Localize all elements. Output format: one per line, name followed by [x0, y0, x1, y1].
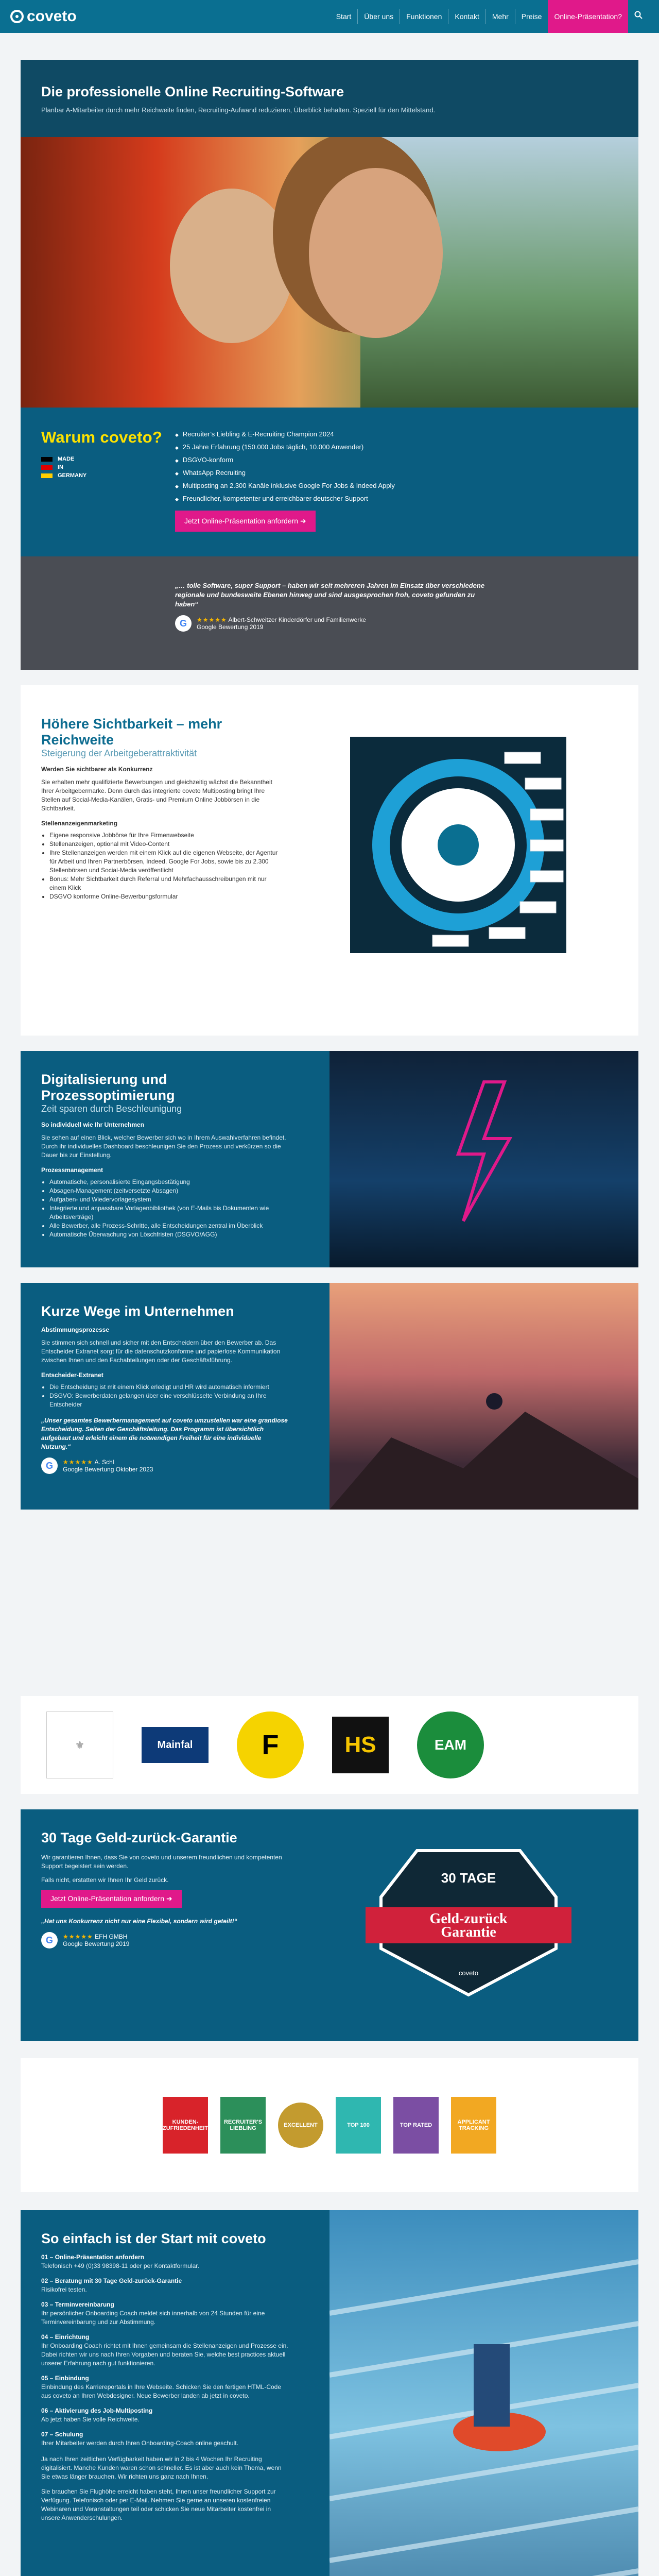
review-source: Google Bewertung 2019: [197, 623, 264, 631]
why-item: ◆ Multiposting an 2.300 Kanäle inklusive Google For Jobs & Indeed Apply: [175, 480, 395, 493]
customer-logo-eam: EAM: [417, 1711, 484, 1778]
multiposting-graphic: [350, 737, 566, 953]
short-list: [49, 1383, 288, 1409]
award-badge: APPLICANT TRACKING: [451, 2097, 496, 2154]
visibility-list: [49, 831, 283, 901]
brand-logo[interactable]: [10, 8, 77, 25]
google-icon: G: [175, 615, 192, 632]
why-feature-list: [175, 428, 395, 532]
list-item: • DSGVO: Bewerberdaten gelangen über eine verschlüsselte Verbindung an Ihre Entscheider: [49, 1392, 288, 1409]
start-steps: [41, 2253, 288, 2448]
guarantee-section: [21, 1809, 638, 2041]
step-text: Risikofrei testen.: [41, 2286, 87, 2293]
list-item: • Eigene responsive Jobbörse für Ihre Firmenwebseite: [49, 831, 283, 840]
customer-logo-mainfal: Mainfal: [142, 1727, 209, 1763]
start-step: [41, 2277, 288, 2294]
digital-subtitle: Zeit sparen durch Beschleunigung: [41, 1104, 182, 1114]
customer-logo-hs: HS: [332, 1717, 389, 1773]
hero-person-left: [170, 189, 293, 343]
list-item: • Stellenanzeigen, optional mit Video-Content: [49, 840, 283, 849]
brand-name: coveto: [27, 8, 77, 25]
hero-subtitle: Planbar A-Mitarbeiter durch mehr Reichweite finden, Recruiting-Aufwand reduzieren, Überblick behalten. Speziell für den Mittelstand.: [41, 106, 436, 114]
request-presentation-button[interactable]: Jetzt Online-Präsentation anfordern ➜: [41, 1890, 182, 1908]
hero-header: [21, 60, 638, 137]
getting-started-section: [21, 2210, 638, 2576]
start-step: [41, 2430, 288, 2448]
top-navigation: [0, 0, 659, 33]
digital-lead: Sie sehen auf einen Blick, welcher Bewerber sich wo in Ihrem Auswahlverfahren befindet. Durch ihr individuelles Dashboard beschleunigen Sie den Prozess und verkürzen so die Dauer bis zur Einstellung.: [41, 1134, 286, 1159]
visibility-title: Höhere Sichtbarkeit – mehr Reichweite: [41, 716, 222, 748]
review-source: Google Bewertung Oktober 2023: [63, 1466, 153, 1473]
start-step: [41, 2333, 288, 2368]
list-item: • Die Entscheidung ist mit einem Klick erledigt und HR wird automatisch informiert: [49, 1383, 288, 1392]
step-heading: 01 – Online-Präsentation anfordern: [41, 2253, 145, 2261]
badge-brand: coveto: [458, 1969, 479, 1977]
visibility-section: [21, 685, 638, 1036]
neon-lightning-image: [330, 1051, 638, 1267]
in-label: IN: [58, 464, 63, 470]
step-heading: 07 – Schulung: [41, 2431, 83, 2438]
guarantee-badge: [360, 1840, 577, 2005]
step-text: Ihrer Mitarbeiter werden durch Ihren Onboarding-Coach online geschult.: [41, 2439, 238, 2447]
testimonial-text: „… tolle Software, super Support – haben wir seit mehreren Jahren im Einsatz über verschiedene regionale und bundesweite Ebenen hinweg und sind ausgesprochen froh, coveto gefunden zu haben“: [175, 582, 485, 608]
digital-title: Digitalisierung und Prozessoptimierung: [41, 1072, 175, 1103]
customer-logo-f: F: [237, 1711, 304, 1778]
testimonial-band: [21, 556, 638, 670]
badge-days: 30 TAGE: [441, 1870, 496, 1886]
step-heading: 04 – Einrichtung: [41, 2333, 90, 2341]
step-text: Einbindung des Karriereportals in Ihre Webseite. Schicken Sie den fertigen HTML-Code aus coveto an Ihren Webdesigner. Neue Bewerber landen ab jetzt in coveto.: [41, 2383, 282, 2399]
short-testimonial: „Unser gesamtes Bewerbermanagement auf coveto umzustellen war eine grandiose Entscheidung. Seiten der Geschäftsleitung. Das Programm ist übersichtlich aufgebaut und erleicht einem die notwendigen Freiheit für eine individuelle Nutzung.“: [41, 1417, 288, 1450]
start-step: [41, 2374, 288, 2400]
hero-image: [21, 137, 638, 408]
digital-list: [49, 1178, 288, 1239]
step-heading: 06 – Aktivierung des Job-Multiposting: [41, 2407, 153, 2414]
short-sub-heading: Entscheider-Extranet: [41, 1371, 103, 1379]
review-source: Google Bewertung 2019: [63, 1940, 130, 1947]
award-badge: TOP 100: [336, 2097, 381, 2154]
list-item: • DSGVO konforme Online-Bewerbungsformular: [49, 892, 283, 901]
google-icon: G: [41, 1458, 58, 1474]
mountain-success-image: [330, 1283, 638, 1510]
menu-item-contact[interactable]: Kontakt: [455, 12, 479, 21]
hero-person-right: [309, 168, 443, 338]
menu-item-more[interactable]: Mehr: [492, 12, 509, 21]
germany-label: GERMANY: [58, 472, 87, 479]
made-label: MADE: [58, 456, 75, 462]
short-paths-section: [21, 1283, 638, 1510]
badge-title: Geld-zurück Garantie: [429, 1911, 508, 1940]
start-title: So einfach ist der Start mit coveto: [41, 2231, 266, 2246]
google-review-badge: [41, 1932, 299, 1948]
customer-logos: [21, 1696, 638, 1794]
review-author: Albert-Schweitzer Kinderdörfer und Familienwerke: [228, 616, 366, 623]
menu-item-start[interactable]: Start: [336, 12, 352, 21]
review-author: EFH GMBH: [95, 1933, 128, 1940]
short-lead: Sie stimmen sich schnell und sicher mit den Entscheidern über den Bewerber ab. Das Entscheider Extranet sorgt für die datenschutzkonforme und papierlose Kommunikation zwischen Ihnen und den Fachabteilungen oder der Geschäftsführung.: [41, 1339, 281, 1364]
step-heading: 02 – Beratung mit 30 Tage Geld-zurück-Garantie: [41, 2277, 182, 2284]
online-presentation-button[interactable]: Online-Präsentation?: [548, 0, 628, 33]
review-author: A. Schl: [94, 1459, 114, 1466]
why-item: ◆ 25 Jahre Erfahrung (150.000 Jobs täglich, 10.000 Anwender): [175, 441, 395, 454]
list-item: • Bonus: Mehr Sichtbarkeit durch Referral und Mehrfachausschreibungen mit nur einem Klick: [49, 875, 283, 892]
visibility-lead: Sie erhalten mehr qualifizierte Bewerbungen und gleichzeitig wächst die Bekanntheit Ihrer Arbeitgebermarke. Denn durch das integrierte coveto Multiposting bringt Ihre Stellen auf Social-Media-Kanälen, Gratis- und Premium Online Jobbörsen in die Sichtbarkeit.: [41, 778, 272, 812]
award-badge: KUNDEN-ZUFRIEDENHEIT: [163, 2097, 208, 2154]
coveto-logo-icon: [10, 10, 24, 23]
guarantee-text-2: Falls nicht, erstatten wir Ihnen Ihr Geld zurück.: [41, 1876, 169, 1884]
award-badge: RECRUITER'S LIEBLING: [220, 2097, 266, 2154]
why-item: ◆ DSGVO-konform: [175, 454, 395, 467]
flag-red-icon: [41, 465, 53, 470]
digital-lead-heading: So individuell wie Ihr Unternehmen: [41, 1121, 145, 1128]
list-item: • Aufgaben- und Wiedervorlagesystem: [49, 1195, 288, 1204]
step-heading: 05 – Einbindung: [41, 2375, 89, 2382]
main-menu: [330, 0, 649, 33]
step-text: Ihr persönlicher Onboarding Coach meldet sich innerhalb von 24 Stunden für eine Terminvereinbarung und zur Abstimmung.: [41, 2310, 265, 2326]
hero-title: Die professionelle Online Recruiting-Software: [41, 84, 344, 99]
list-item: • Integrierte und anpassbare Vorlagenbibliothek (von E-Mails bis Dokumenten wie Arbeitsverträge): [49, 1204, 288, 1222]
digital-sub-heading: Prozessmanagement: [41, 1166, 103, 1174]
guarantee-testimonial: „Hat uns Konkurrenz nicht nur eine Flexibel, sondern wird geteilt!“: [41, 1918, 237, 1925]
step-heading: 03 – Terminvereinbarung: [41, 2301, 114, 2308]
step-text: Telefonisch +49 (0)33 98398-11 oder per Kontaktformular.: [41, 2262, 199, 2269]
visibility-lead-heading: Werden Sie sichtbarer als Konkurrenz: [41, 766, 153, 773]
award-badge: EXCELLENT: [278, 2103, 323, 2148]
google-review-badge: [175, 615, 638, 632]
list-item: • Automatische Überwachung von Löschfristen (DSGVO/AGG): [49, 1230, 288, 1239]
list-item: • Automatische, personalisierte Eingangsbestätigung: [49, 1178, 288, 1187]
menu-item-about[interactable]: Über uns: [364, 12, 394, 21]
rating-stars: ★★★★★: [197, 616, 227, 623]
visibility-subtitle: Steigerung der Arbeitgeberattraktivität: [41, 748, 197, 758]
start-step: [41, 2253, 288, 2270]
why-title: Warum coveto?: [41, 428, 163, 446]
list-item: • Ihre Stellenanzeigen werden mit einem Klick auf die eigenen Webseite, der Agentur für Arbeit und Ihren Partnerbörsen, Indeed, Google For Jobs, sowie bis zu 2.300 Stellenbörsen und Social-Media veröffentlicht: [49, 849, 283, 875]
guarantee-text: Wir garantieren Ihnen, dass Sie von coveto und unserem freundlichen und kompetenten Support begeistert sein werden.: [41, 1854, 282, 1870]
flag-black-icon: [41, 457, 53, 462]
stairs-runner-image: [330, 2210, 638, 2576]
start-step: [41, 2300, 288, 2327]
short-lead-heading: Abstimmungsprozesse: [41, 1326, 110, 1333]
start-step: [41, 2406, 288, 2424]
menu-item-pricing[interactable]: Preise: [521, 12, 542, 21]
visibility-sub-heading: Stellenanzeigenmarketing: [41, 820, 118, 827]
step-text: Ab jetzt haben Sie volle Reichweite.: [41, 2416, 140, 2423]
flag-gold-icon: [41, 473, 53, 478]
guarantee-title: 30 Tage Geld-zurück-Garantie: [41, 1830, 237, 1845]
google-icon: G: [41, 1932, 58, 1948]
start-paragraph: Sie brauchen Sie Flughöhe erreicht haben steht, Ihnen unser freundlicher Support zur Verfügung. Telefonisch oder per E-Mail. Nehmen Sie gerne an unseren kostenfreien Webinaren und Veranstaltungen teil oder schicken Sie neue Mitarbeiter kostenfrei in unsere Anwenderschulungen.: [41, 2488, 276, 2521]
search-icon[interactable]: [628, 0, 649, 33]
list-item: • Absagen-Management (zeitversetzte Absagen): [49, 1187, 288, 1195]
step-text: Ihr Onboarding Coach richtet mit Ihnen gemeinsam die Stellenanzeigen und Prozesse ein. Dabei richten wir uns nach Ihren Vorgaben und beraten Sie, welche best practices aktuell unserer Erfahrung nach gut funktionieren.: [41, 2342, 288, 2367]
menu-item-features[interactable]: Funktionen: [406, 12, 442, 21]
why-coveto-section: [21, 408, 638, 556]
why-item: ◆ Freundlicher, kompetenter und erreichbarer deutscher Support: [175, 493, 395, 505]
short-title: Kurze Wege im Unternehmen: [41, 1303, 234, 1319]
rating-stars: ★★★★★: [63, 1933, 93, 1940]
customer-logo-seal: ⚜: [46, 1711, 113, 1778]
why-item: ◆ WhatsApp Recruiting: [175, 467, 395, 480]
award-badge: TOP RATED: [393, 2097, 439, 2154]
google-review-badge: [41, 1458, 288, 1474]
why-item: ◆ Recruiter’s Liebling & E-Recruiting Champion 2024: [175, 428, 395, 441]
list-item: • Alle Bewerber, alle Prozess-Schritte, alle Entscheidungen zentral im Überblick: [49, 1222, 288, 1230]
rating-stars: ★★★★★: [63, 1459, 93, 1466]
awards-row: [21, 2058, 638, 2192]
start-paragraph: Ja nach Ihren zeitlichen Verfügbarkeit haben wir in 2 bis 4 Wochen Ihr Recruiting digitalisiert. Manche Kunden waren schon schneller. Es ist aber auch kein Thema, wenn Sie etwas länger brauchen. Wir richten uns ganz nach Ihnen.: [41, 2455, 282, 2480]
digitalization-section: [21, 1051, 638, 1267]
request-presentation-button[interactable]: Jetzt Online-Präsentation anfordern ➜: [175, 511, 316, 532]
